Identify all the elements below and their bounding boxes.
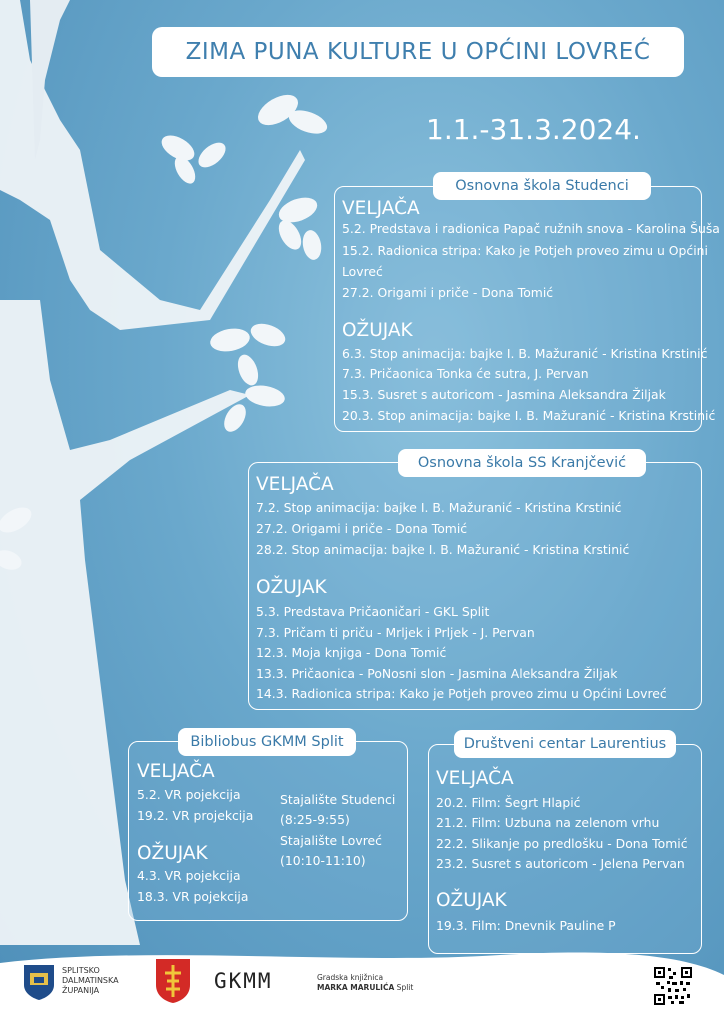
- laurentius-month-feb: VELJAČA: [436, 768, 514, 789]
- bibliobus-heading: Bibliobus GKMM Split: [178, 728, 356, 756]
- laurentius-heading: Društveni centar Laurentius: [454, 730, 676, 758]
- bibliobus-stop: Stajalište Studenci: [280, 792, 396, 807]
- county-line: ŽUPANIJA: [62, 986, 100, 995]
- laurentius-month-mar: OŽUJAK: [436, 890, 507, 911]
- studenci-item: 15.2. Radionica stripa: Kako je Potjeh proveo zimu u Općini: [342, 243, 708, 258]
- library-line: [317, 983, 413, 993]
- title-banner: [152, 27, 684, 77]
- studenci-heading: Osnovna škola Studenci: [433, 172, 651, 200]
- library-line: Gradska knjižnica: [317, 973, 384, 982]
- bibliobus-month-feb: VELJAČA: [137, 761, 215, 782]
- county-shield-icon: [22, 963, 56, 1001]
- kranjcevic-item: 7.3. Pričam ti priču - Mrljek i Prljek - J. Pervan: [256, 625, 535, 640]
- bibliobus-item: 19.2. VR projekcija: [137, 808, 254, 823]
- laurentius-item: 20.2. Film: Šegrt Hlapić: [436, 795, 581, 810]
- kranjcevic-item: 5.3. Predstava Pričaoničari - GKL Split: [256, 604, 490, 619]
- laurentius-item: 22.2. Slikanje po predlošku - Dona Tomić: [436, 836, 688, 851]
- studenci-item: 7.3. Pričaonica Tonka će sutra, J. Pervan: [342, 366, 589, 381]
- studenci-item: Lovreć: [342, 264, 383, 279]
- studenci-item: 20.3. Stop animacija: bajke I. B. Mažuranić - Kristina Krstinić: [342, 408, 716, 423]
- kranjcevic-month-mar: OŽUJAK: [256, 577, 327, 598]
- kranjcevic-heading: Osnovna škola SS Kranjčević: [398, 449, 646, 477]
- studenci-item: 27.2. Origami i priče - Dona Tomić: [342, 285, 554, 300]
- bibliobus-item: 5.2. VR pojekcija: [137, 787, 241, 802]
- county-line: DALMATINSKA: [62, 976, 119, 985]
- county-name: [62, 966, 119, 996]
- qr-code-icon[interactable]: [653, 966, 693, 1006]
- kranjcevic-item: 7.2. Stop animacija: bajke I. B. Mažuranić - Kristina Krstinić: [256, 500, 622, 515]
- kranjcevic-item: 12.3. Moja knjiga - Dona Tomić: [256, 645, 447, 660]
- bibliobus-stop: (8:25-9:55): [280, 812, 350, 827]
- studenci-month-mar: OŽUJAK: [342, 320, 413, 341]
- kranjcevic-item: 27.2. Origami i priče - Dona Tomić: [256, 521, 468, 536]
- kranjcevic-item: 13.3. Pričaonica - PoNosni slon - Jasmina Aleksandra Žiljak: [256, 666, 618, 681]
- studenci-month-feb: VELJAČA: [342, 198, 420, 219]
- gkmm-logo: GKMM: [214, 969, 273, 993]
- bibliobus-item: 18.3. VR pojekcija: [137, 889, 249, 904]
- date-range: 1.1.-31.3.2024.: [426, 113, 641, 146]
- kranjcevic-item: 14.3. Radionica stripa: Kako je Potjeh proveo zimu u Općini Lovreć: [256, 686, 667, 701]
- bibliobus-stop: Stajalište Lovreć: [280, 833, 382, 848]
- laurentius-item: 21.2. Film: Uzbuna na zelenom vrhu: [436, 815, 660, 830]
- laurentius-item: 19.3. Film: Dnevnik Pauline P: [436, 918, 616, 933]
- library-name: [317, 973, 413, 993]
- laurentius-item: 23.2. Susret s autoricom - Jelena Pervan: [436, 856, 685, 871]
- studenci-item: 15.3. Susret s autoricom - Jasmina Aleksandra Žiljak: [342, 387, 666, 402]
- county-line: SPLITSKO: [62, 966, 100, 975]
- library-name-bold: MARKA MARULIĆA: [317, 983, 395, 992]
- kranjcevic-month-feb: VELJAČA: [256, 474, 334, 495]
- page-title: ZIMA PUNA KULTURE U OPĆINI LOVREĆ: [185, 39, 651, 65]
- library-city: Split: [394, 983, 414, 992]
- studenci-item: 6.3. Stop animacija: bajke I. B. Mažuranić - Kristina Krstinić: [342, 346, 708, 361]
- bibliobus-stop: (10:10-11:10): [280, 853, 366, 868]
- municipality-coat-of-arms-icon: [154, 957, 192, 1005]
- bibliobus-month-mar: OŽUJAK: [137, 843, 208, 864]
- kranjcevic-item: 28.2. Stop animacija: bajke I. B. Mažuranić - Kristina Krstinić: [256, 542, 630, 557]
- bibliobus-item: 4.3. VR pojekcija: [137, 868, 241, 883]
- studenci-item: 5.2. Predstava i radionica Papač ružnih snova - Karolina Šuša: [342, 221, 720, 236]
